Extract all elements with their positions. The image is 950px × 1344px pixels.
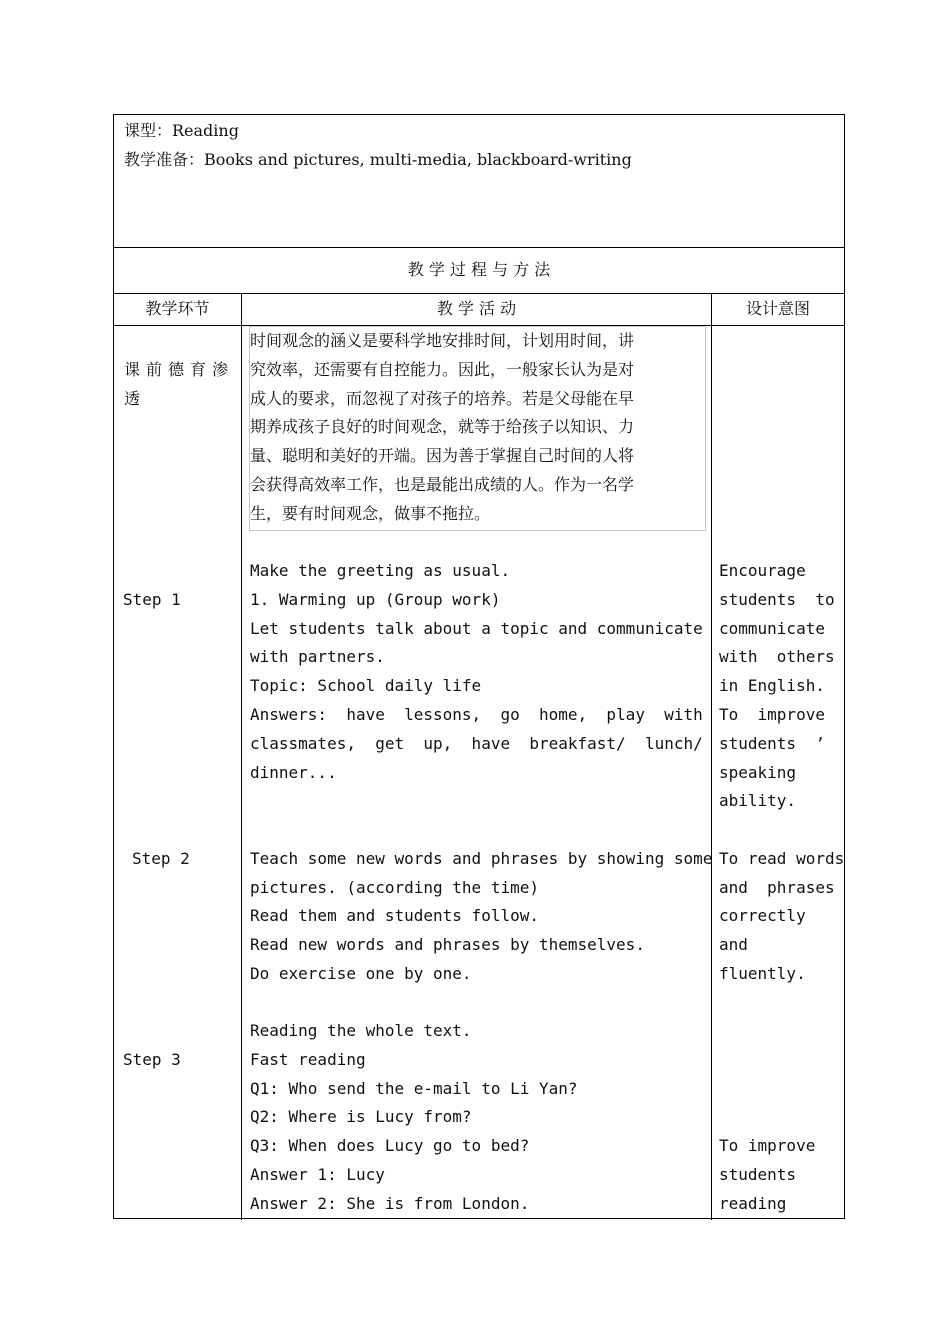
moral-line: 成人的要求，而忽视了对孩子的培养。若是父母能在早	[250, 389, 635, 408]
step2-line: Read them and students follow.	[250, 906, 539, 925]
step1-intent-line: in English.	[719, 676, 825, 695]
moral-line: 时间观念的涵义是要科学地安排时间，计划用时间，讲	[250, 331, 635, 350]
step2-intent-line: and phrases	[719, 878, 835, 897]
step1-intent-line: speaking	[719, 763, 797, 782]
step1-line: with partners.	[250, 647, 385, 666]
step2-intent-line: To read words	[719, 849, 845, 868]
step1-intent-line: students to	[719, 590, 835, 609]
step2-line: Do exercise one by one.	[250, 964, 472, 983]
step3-line: Answer 2: She is from London.	[250, 1194, 530, 1213]
step2-intent-line: fluently.	[719, 964, 806, 983]
title-divider	[114, 293, 844, 294]
step3-line: Answer 1: Lucy	[250, 1165, 385, 1184]
step1-intent-line: with others	[719, 647, 835, 666]
step2-intent-line: and	[719, 935, 748, 954]
step1-line: Make the greeting as usual.	[250, 561, 511, 580]
step1-intent-line: To improve	[719, 705, 825, 724]
step3-label: Step 3	[123, 1050, 181, 1069]
moral-line: 期养成孩子良好的时间观念，就等于给孩子以知识、力	[250, 417, 635, 436]
process-title: 教 学 过 程 与 方 法	[407, 260, 551, 279]
lesson-type: 课型：Reading	[124, 121, 239, 140]
step3-intent-line: To improve	[719, 1136, 816, 1155]
moral-line: 生，要有时间观念，做事不拖拉。	[250, 504, 491, 523]
step1-line: Answers: have lessons, go home, play with	[250, 705, 703, 724]
intent-column-header: 设计意图	[745, 299, 810, 318]
step2-line: Read new words and phrases by themselves.	[250, 935, 645, 954]
step1-line: classmates, get up, have breakfast/ lunch/	[250, 734, 703, 753]
step3-line: Q1: Who send the e-mail to Li Yan?	[250, 1079, 578, 1098]
preparation: 教学准备：Books and pictures, multi-media, blackboard-writing	[124, 150, 632, 169]
header-divider	[114, 247, 844, 248]
step3-intent-line: reading	[719, 1194, 787, 1213]
step3-line: Reading the whole text.	[250, 1021, 472, 1040]
step1-intent-line: Encourage	[719, 561, 806, 580]
step3-line: Q2: Where is Lucy from?	[250, 1107, 472, 1126]
step1-intent-line: ability.	[719, 791, 797, 810]
step2-line: pictures. (according the time)	[250, 878, 539, 897]
stage-column-header: 教学环节	[145, 299, 210, 318]
step3-intent-line: students	[719, 1165, 797, 1184]
step2-label: Step 2	[132, 849, 190, 868]
step2-intent-line: correctly	[719, 906, 806, 925]
moral-line: 量、聪明和美好的开端。因为善于掌握自己时间的人将	[250, 446, 635, 465]
step1-line: Topic: School daily life	[250, 676, 482, 695]
activity-column-header: 教 学 活 动	[436, 299, 517, 318]
intent-column-divider	[711, 293, 712, 1220]
step1-line: dinner...	[250, 763, 337, 782]
step1-line: 1. Warming up (Group work)	[250, 590, 501, 609]
lesson-plan-table	[113, 114, 845, 1219]
moral-line: 究效率，还需要有自控能力。因此，一般家长认为是对	[250, 360, 635, 379]
step2-line: Teach some new words and phrases by showing some	[250, 849, 713, 868]
step1-intent-line: communicate	[719, 619, 825, 638]
step1-intent-line: students ’	[719, 734, 825, 753]
step3-line: Q3: When does Lucy go to bed?	[250, 1136, 530, 1155]
step3-line: Fast reading	[250, 1050, 366, 1069]
stage-column-divider	[241, 293, 242, 1220]
moral-stage-label: 课前德育渗透	[124, 360, 235, 408]
step1-line: Let students talk about a topic and communicate	[250, 619, 703, 638]
step1-label: Step 1	[123, 590, 181, 609]
moral-line: 会获得高效率工作，也是最能出成绩的人。作为一名学	[250, 475, 635, 494]
